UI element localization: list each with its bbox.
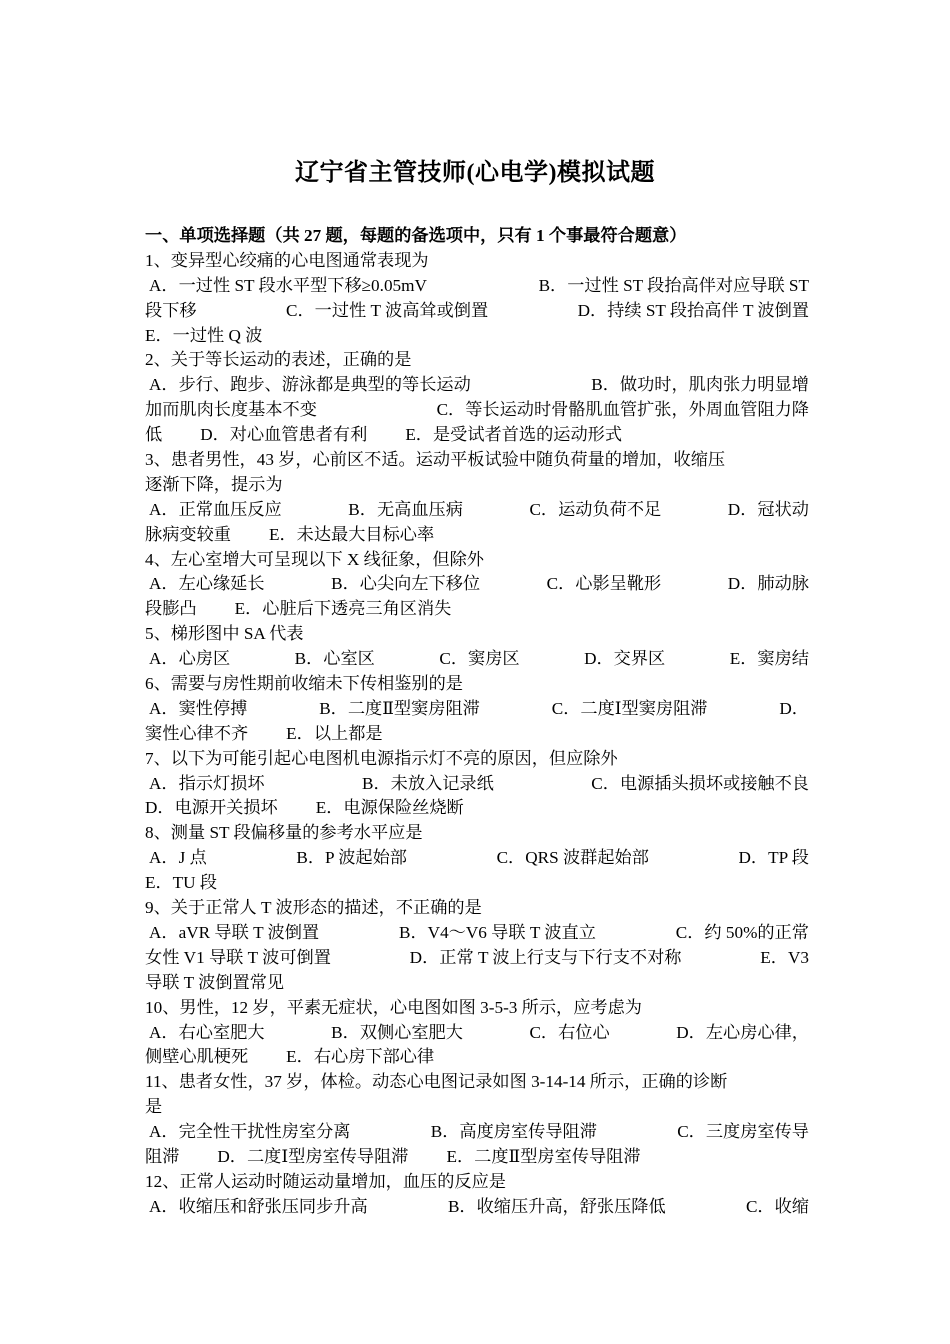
- question-lines: [145, 249, 809, 1220]
- question-stem: 5、梯形图中 SA 代表: [145, 624, 304, 644]
- options-line: [145, 1045, 809, 1070]
- option-text: A．窦性停搏: [149, 698, 248, 718]
- option-text: 段下移: [145, 300, 197, 320]
- option-text: C．右位心: [529, 1022, 610, 1042]
- question-stem: 4、左心室增大可呈现以下 X 线征象，但除外: [145, 549, 484, 569]
- options-line: [145, 946, 809, 971]
- options-line: [145, 572, 809, 597]
- option-text: 脉病变较重: [145, 524, 231, 544]
- option-text: C．收缩: [745, 1196, 809, 1216]
- question-stem: 11、患者女性，37 岁，体检。动态心电图记录如图 3-14-14 所示，正确的诊断: [145, 1072, 728, 1092]
- options-line: [145, 846, 809, 871]
- option-text: D．TP 段: [738, 848, 809, 868]
- options-line: [145, 1021, 809, 1046]
- option-text: 侧壁心肌梗死: [145, 1047, 249, 1067]
- document-title: 辽宁省主管技师(心电学)模拟试题: [295, 160, 655, 186]
- question-stem: 3、患者男性，43 岁，心前区不适。运动平板试验中随负荷量的增加，收缩压: [145, 450, 726, 470]
- option-text: E．二度Ⅱ型房室传导阻滞: [446, 1146, 641, 1166]
- option-text: D．: [779, 698, 809, 718]
- option-text: E．以上都是: [286, 723, 383, 743]
- question-stem: 6、需要与房性期前收缩未下传相鉴别的是: [145, 674, 463, 694]
- option-text: A．左心缘延长: [149, 574, 265, 594]
- question-stem: 1、变异型心绞痛的心电图通常表现为: [145, 250, 429, 270]
- option-text: A．步行、跑步、游泳都是典型的等长运动: [149, 375, 471, 395]
- options-line: [145, 772, 809, 797]
- option-text: E．未达最大目标心率: [268, 524, 435, 544]
- options-line: [145, 1120, 809, 1145]
- option-text: A．J 点: [149, 848, 207, 868]
- option-text: E．右心房下部心律: [286, 1047, 435, 1067]
- option-text: B．收缩压升高，舒张压降低: [447, 1196, 666, 1216]
- option-text: B．未放入记录纸: [362, 773, 494, 793]
- option-text: B．无高血压病: [348, 499, 463, 519]
- text-line: 导联 T 波倒置常见: [145, 972, 285, 992]
- option-text: B．V4～V6 导联 T 波直立: [399, 922, 596, 942]
- section-heading: 一、单项选择题（共 27 题，每题的备选项中，只有 1 个事最符合题意）: [145, 226, 687, 245]
- option-text: B．一过性 ST 段抬高伴对应导联 ST: [538, 275, 809, 295]
- option-text: C．二度Ⅰ型窦房阻滞: [551, 698, 708, 718]
- option-text: A．完全性干扰性房室分离: [149, 1122, 351, 1142]
- question-stem: 8、测量 ST 段偏移量的参考水平应是: [145, 823, 423, 843]
- option-text: 窦性心律不齐: [145, 723, 249, 743]
- option-text: D．肺动脉: [727, 574, 809, 594]
- options-line: [145, 921, 809, 946]
- option-text: D．电源开关损坏: [145, 798, 278, 818]
- question-stem: 10、男性，12 岁，平素无症状，心电图如图 3-5-3 所示，应考虑为: [145, 997, 642, 1017]
- question-stem: 9、关于正常人 T 波形态的描述，不正确的是: [145, 898, 482, 918]
- options-line: [145, 498, 809, 523]
- option-text: E．窦房结: [729, 649, 809, 669]
- option-text: D．冠状动: [727, 499, 809, 519]
- option-text: C．窦房区: [439, 649, 520, 669]
- options-line: [145, 299, 809, 324]
- option-text: 加而肌肉长度基本不变: [145, 400, 317, 420]
- options-line: [145, 647, 809, 672]
- options-line: [145, 697, 809, 722]
- option-text: B．双侧心室肥大: [331, 1022, 463, 1042]
- question-body: [145, 224, 809, 1220]
- option-text: D．正常 T 波上行支与下行支不对称: [409, 947, 682, 967]
- option-text: A．aVR 导联 T 波倒置: [149, 922, 320, 942]
- option-text: D．左心房心律，: [676, 1022, 809, 1042]
- question-stem: 2、关于等长运动的表述，正确的是: [145, 350, 412, 370]
- option-text: D．对心血管患者有利: [200, 425, 368, 445]
- options-line: [145, 398, 809, 423]
- option-text: A．收缩压和舒张压同步升高: [149, 1196, 368, 1216]
- text-line: 逐渐下降，提示为: [145, 474, 283, 494]
- options-line: [145, 423, 809, 448]
- option-text: A．指示灯损坏: [149, 773, 265, 793]
- option-text: E．电源保险丝烧断: [315, 798, 464, 818]
- options-line: [145, 1195, 809, 1220]
- option-text: D．二度Ⅰ型房室传导阻滞: [217, 1146, 409, 1166]
- option-text: B．高度房室传导阻滞: [430, 1122, 597, 1142]
- question-stem: 7、以下为可能引起心电图机电源指示灯不亮的原因，但应除外: [145, 748, 618, 768]
- option-text: 段膨凸: [145, 599, 197, 619]
- option-text: 女性 V1 导联 T 波可倒置: [145, 947, 331, 967]
- option-text: D．交界区: [584, 649, 666, 669]
- option-text: C．三度房室传导: [677, 1122, 809, 1142]
- option-text: C．一过性 T 波高耸或倒置: [286, 300, 489, 320]
- option-text: B．做功时，肌肉张力明显增: [591, 375, 809, 395]
- options-line: [145, 796, 809, 821]
- option-text: E．V3: [760, 947, 809, 967]
- option-text: 低: [145, 425, 163, 445]
- option-text: B．P 波起始部: [296, 848, 407, 868]
- option-text: C．约 50%的正常: [675, 922, 809, 942]
- options-line: [145, 523, 809, 548]
- options-line: [145, 597, 809, 622]
- text-line: 是: [145, 1097, 163, 1117]
- option-text: B．心室区: [294, 649, 375, 669]
- option-text: E．心脏后下透亮三角区消失: [234, 599, 452, 619]
- option-text: B．二度Ⅱ型窦房阻滞: [319, 698, 480, 718]
- question-stem: 12、正常人运动时随运动量增加，血压的反应是: [145, 1171, 506, 1191]
- option-text: A．右心室肥大: [149, 1022, 265, 1042]
- option-text: E．是受试者首选的运动形式: [405, 425, 623, 445]
- option-text: C．运动负荷不足: [529, 499, 662, 519]
- option-text: A．一过性 ST 段水平型下移≥0.05mV: [149, 275, 427, 295]
- text-line: E．TU 段: [145, 873, 218, 893]
- option-text: 阻滞: [145, 1146, 180, 1166]
- option-text: A．心房区: [149, 649, 231, 669]
- options-line: [145, 274, 809, 299]
- option-text: C．心影呈靴形: [546, 574, 662, 594]
- options-line: [145, 373, 809, 398]
- options-line: [145, 722, 809, 747]
- options-line: [145, 1145, 809, 1170]
- text-line: E．一过性 Q 波: [145, 325, 263, 345]
- option-text: A．正常血压反应: [149, 499, 282, 519]
- option-text: C．电源插头损坏或接触不良: [591, 773, 809, 793]
- option-text: C．QRS 波群起始部: [496, 848, 649, 868]
- option-text: C．等长运动时骨骼肌血管扩张，外周血管阻力降: [436, 400, 809, 420]
- option-text: B．心尖向左下移位: [331, 574, 481, 594]
- option-text: D．持续 ST 段抬高伴 T 波倒置: [577, 300, 809, 320]
